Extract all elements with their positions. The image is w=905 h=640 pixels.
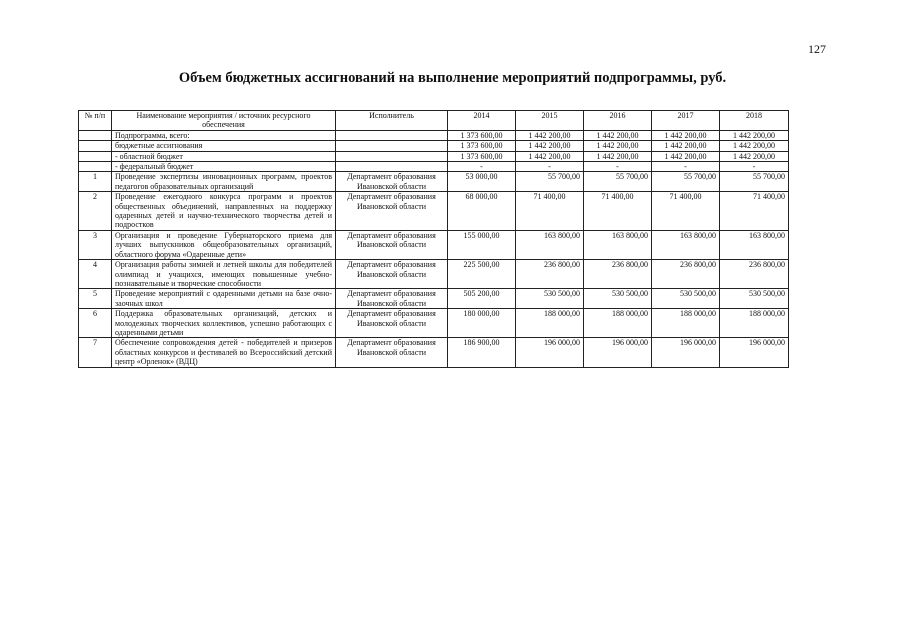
- summary-label: бюджетные ассигнования: [112, 141, 336, 151]
- header-year: 2017: [652, 111, 720, 131]
- budget-table: [78, 110, 789, 368]
- executor: Департамент образования Ивановской области: [336, 309, 448, 338]
- row-number: 3: [79, 230, 112, 259]
- executor: Департамент образования Ивановской области: [336, 338, 448, 367]
- year-value: 55 700,00: [584, 172, 652, 192]
- year-value: 55 700,00: [720, 172, 789, 192]
- summary-value: 1 442 200,00: [584, 151, 652, 161]
- table-row: [79, 338, 789, 367]
- year-value: 236 800,00: [584, 260, 652, 289]
- summary-num-cell: [79, 151, 112, 161]
- executor: Департамент образования Ивановской области: [336, 230, 448, 259]
- year-value: 71 400,00: [652, 192, 720, 231]
- table-row: [79, 192, 789, 231]
- year-value: 188 000,00: [720, 309, 789, 338]
- year-value: 505 200,00: [448, 289, 516, 309]
- summary-value: -: [720, 162, 789, 172]
- summary-executor-cell: [336, 130, 448, 140]
- summary-row: [79, 151, 789, 161]
- year-value: 55 700,00: [516, 172, 584, 192]
- year-value: 196 000,00: [584, 338, 652, 367]
- table-row: [79, 230, 789, 259]
- executor: Департамент образования Ивановской области: [336, 192, 448, 231]
- year-value: 155 000,00: [448, 230, 516, 259]
- header-year: 2015: [516, 111, 584, 131]
- year-value: 196 000,00: [720, 338, 789, 367]
- header-name: Наименование мероприятия / источник ресурсного обеспечения: [112, 111, 336, 131]
- summary-value: -: [448, 162, 516, 172]
- activity-name: Проведение мероприятий с одаренными детьми на базе очно-заочных школ: [112, 289, 336, 309]
- year-value: 180 000,00: [448, 309, 516, 338]
- year-value: 196 000,00: [516, 338, 584, 367]
- year-value: 236 800,00: [720, 260, 789, 289]
- summary-row: [79, 141, 789, 151]
- activity-name: Поддержка образовательных организаций, детских и молодежных творческих коллективов, успешно работающих с одаренными детьми: [112, 309, 336, 338]
- year-value: 71 400,00: [720, 192, 789, 231]
- summary-row: [79, 162, 789, 172]
- year-value: 530 500,00: [720, 289, 789, 309]
- year-value: 188 000,00: [516, 309, 584, 338]
- table-row: [79, 289, 789, 309]
- activity-name: Организация и проведение Губернаторского приема для лучших выпускников общеобразовательных организаций, областного форума «Одаренные дети»: [112, 230, 336, 259]
- page-number: 127: [808, 42, 826, 56]
- year-value: 71 400,00: [516, 192, 584, 231]
- summary-value: 1 373 600,00: [448, 141, 516, 151]
- header-year: 2014: [448, 111, 516, 131]
- summary-value: -: [584, 162, 652, 172]
- row-number: 4: [79, 260, 112, 289]
- row-number: 5: [79, 289, 112, 309]
- executor: Департамент образования Ивановской области: [336, 289, 448, 309]
- year-value: 236 800,00: [516, 260, 584, 289]
- table-row: [79, 309, 789, 338]
- summary-value: 1 442 200,00: [652, 130, 720, 140]
- year-value: 163 800,00: [720, 230, 789, 259]
- table-row: [79, 172, 789, 192]
- year-value: 163 800,00: [584, 230, 652, 259]
- summary-value: 1 442 200,00: [584, 130, 652, 140]
- summary-label: - федеральный бюджет: [112, 162, 336, 172]
- year-value: 530 500,00: [584, 289, 652, 309]
- row-number: 1: [79, 172, 112, 192]
- summary-executor-cell: [336, 162, 448, 172]
- activity-name: Проведение ежегодного конкурса программ и проектов общественных объединений, направленных на поддержку одаренных детей и научно-технического творчества детей и подростков: [112, 192, 336, 231]
- summary-num-cell: [79, 141, 112, 151]
- summary-value: 1 373 600,00: [448, 130, 516, 140]
- year-value: 53 000,00: [448, 172, 516, 192]
- summary-value: 1 442 200,00: [652, 151, 720, 161]
- header-year: 2016: [584, 111, 652, 131]
- summary-value: -: [652, 162, 720, 172]
- summary-value: 1 442 200,00: [652, 141, 720, 151]
- year-value: 71 400,00: [584, 192, 652, 231]
- summary-value: 1 442 200,00: [720, 141, 789, 151]
- summary-executor-cell: [336, 141, 448, 151]
- year-value: 55 700,00: [652, 172, 720, 192]
- year-value: 530 500,00: [516, 289, 584, 309]
- summary-value: 1 373 600,00: [448, 151, 516, 161]
- summary-num-cell: [79, 130, 112, 140]
- year-value: 163 800,00: [652, 230, 720, 259]
- document-title: Объем бюджетных ассигнований на выполнение мероприятий подпрограммы, руб.: [178, 70, 727, 86]
- summary-value: 1 442 200,00: [720, 130, 789, 140]
- year-value: 68 000,00: [448, 192, 516, 231]
- summary-value: -: [516, 162, 584, 172]
- year-value: 530 500,00: [652, 289, 720, 309]
- row-number: 7: [79, 338, 112, 367]
- table-header-row: [79, 111, 789, 131]
- activity-name: Проведение экспертизы инновационных программ, проектов педагогов образовательных организаций: [112, 172, 336, 192]
- year-value: 163 800,00: [516, 230, 584, 259]
- row-number: 6: [79, 309, 112, 338]
- header-num: № п/п: [79, 111, 112, 131]
- summary-label: Подпрограмма, всего:: [112, 130, 336, 140]
- summary-executor-cell: [336, 151, 448, 161]
- executor: Департамент образования Ивановской области: [336, 260, 448, 289]
- summary-value: 1 442 200,00: [584, 141, 652, 151]
- header-executor: Исполнитель: [336, 111, 448, 131]
- year-value: 188 000,00: [652, 309, 720, 338]
- year-value: 236 800,00: [652, 260, 720, 289]
- summary-num-cell: [79, 162, 112, 172]
- activity-name: Организация работы зимней и летней школы для победителей олимпиад и учащихся, имеющих повышенные учебно-познавательные и творческие способности: [112, 260, 336, 289]
- year-value: 196 000,00: [652, 338, 720, 367]
- summary-value: 1 442 200,00: [516, 130, 584, 140]
- summary-row: [79, 130, 789, 140]
- year-value: 188 000,00: [584, 309, 652, 338]
- summary-value: 1 442 200,00: [516, 151, 584, 161]
- table-row: [79, 260, 789, 289]
- activity-name: Обеспечение сопровождения детей - победителей и призеров областных конкурсов и фестивалей во Всероссийский детский центр «Орленок» (ВДЦ): [112, 338, 336, 367]
- year-value: 186 900,00: [448, 338, 516, 367]
- row-number: 2: [79, 192, 112, 231]
- summary-value: 1 442 200,00: [516, 141, 584, 151]
- executor: Департамент образования Ивановской области: [336, 172, 448, 192]
- year-value: 225 500,00: [448, 260, 516, 289]
- summary-value: 1 442 200,00: [720, 151, 789, 161]
- header-year: 2018: [720, 111, 789, 131]
- summary-label: - областной бюджет: [112, 151, 336, 161]
